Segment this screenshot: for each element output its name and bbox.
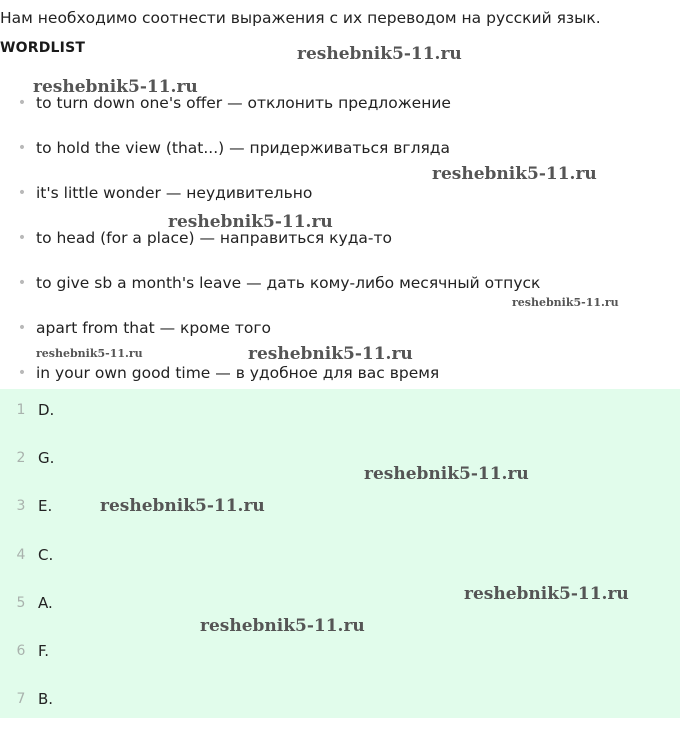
bullet-icon: • xyxy=(17,230,27,246)
watermark: reshebnik5-11.ru xyxy=(36,347,143,360)
wordlist-item-text: to hold the view (that...) — придерживаться вгляда xyxy=(36,139,451,157)
wordlist-item xyxy=(0,228,680,248)
bullet-icon: • xyxy=(17,185,27,201)
answer-letter: C. xyxy=(38,546,54,564)
answer-row xyxy=(0,640,680,662)
wordlist-item xyxy=(0,363,680,383)
answer-letter: B. xyxy=(38,690,54,708)
answer-letter: A. xyxy=(38,594,53,612)
watermark: reshebnik5-11.ru xyxy=(33,77,198,97)
watermark: reshebnik5-11.ru xyxy=(364,464,529,484)
wordlist-item-text: in your own good time — в удобное для вас время xyxy=(36,364,440,382)
watermark: reshebnik5-11.ru xyxy=(297,44,462,64)
answer-row xyxy=(0,544,680,566)
answer-number: 1 xyxy=(16,402,26,418)
watermark: reshebnik5-11.ru xyxy=(464,584,629,604)
instruction-text: Нам необходимо соотнести выражения с их переводом на русский язык. xyxy=(0,9,601,27)
answer-row xyxy=(0,399,680,421)
wordlist-item xyxy=(0,273,680,293)
answer-number: 6 xyxy=(16,643,26,659)
answer-number: 7 xyxy=(16,691,26,707)
wordlist-item xyxy=(0,138,680,158)
answer-letter: F. xyxy=(38,642,49,660)
answer-letter: E. xyxy=(38,497,53,515)
watermark: reshebnik5-11.ru xyxy=(432,164,597,184)
wordlist-title: WORDLIST xyxy=(0,40,86,56)
wordlist-item xyxy=(0,183,680,203)
bullet-icon: • xyxy=(17,95,27,111)
bullet-icon: • xyxy=(17,320,27,336)
answer-letter: D. xyxy=(38,401,55,419)
bullet-icon: • xyxy=(17,140,27,156)
wordlist-item xyxy=(0,318,680,338)
wordlist-item-text: it's little wonder — неудивительно xyxy=(36,184,313,202)
answer-row xyxy=(0,447,680,469)
answer-row xyxy=(0,688,680,710)
wordlist-item-text: to head (for a place) — направиться куда-то xyxy=(36,229,393,247)
wordlist-item-text: to give sb a month's leave — дать кому-либо месячный отпуск xyxy=(36,274,541,292)
bullet-icon: • xyxy=(17,275,27,291)
watermark: reshebnik5-11.ru xyxy=(100,496,265,516)
answer-number: 4 xyxy=(16,547,26,563)
watermark: reshebnik5-11.ru xyxy=(248,344,413,364)
answers-block xyxy=(0,389,680,718)
watermark: reshebnik5-11.ru xyxy=(512,296,619,309)
wordlist-item-text: to turn down one's offer — отклонить предложение xyxy=(36,94,451,112)
watermark: reshebnik5-11.ru xyxy=(168,212,333,232)
bullet-icon: • xyxy=(17,365,27,381)
wordlist-item-text: apart from that — кроме того xyxy=(36,319,272,337)
answer-number: 3 xyxy=(16,498,26,514)
answer-letter: G. xyxy=(38,449,55,467)
watermark: reshebnik5-11.ru xyxy=(200,616,365,636)
answer-number: 5 xyxy=(16,595,26,611)
answer-number: 2 xyxy=(16,450,26,466)
